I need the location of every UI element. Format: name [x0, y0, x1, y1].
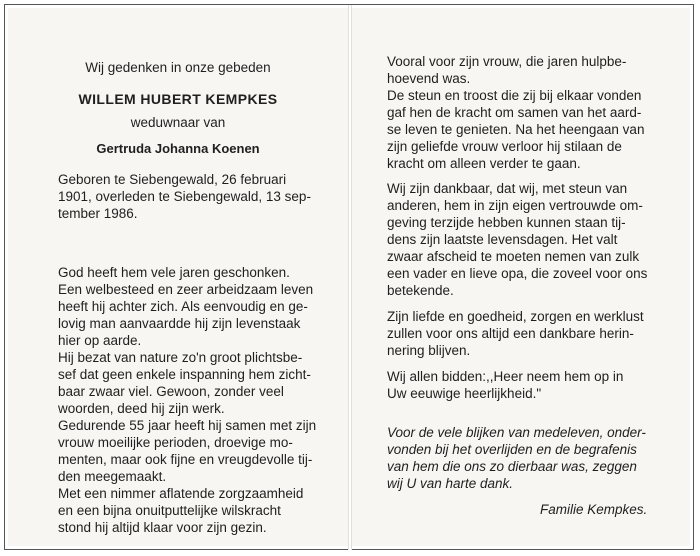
para-line: Zijn liefde en goedheid, zorgen en werklust	[387, 309, 644, 324]
thanks-line: van hem die ons zo dierbaar was, zeggen	[387, 459, 637, 474]
body-line: baar zwaar viel. Gewoon, zonder veel	[58, 384, 284, 399]
birth-line: 1901, overleden te Siebengewald, 13 sep-	[58, 189, 311, 204]
para-line: betekende.	[387, 283, 454, 298]
thanks-line: wij U van harte dank.	[387, 476, 514, 491]
body-line: vrouw moeilijke perioden, droevige mo-	[58, 435, 293, 450]
birth-line: tember 1986.	[58, 206, 138, 221]
para-line: De steun en troost die zij bij elkaar vonden	[387, 88, 642, 103]
body-line: Hij bezat van nature zo'n groot plichtsbe-	[58, 350, 303, 365]
para-line: hoevend was.	[387, 71, 471, 86]
para-line: zullen voor ons altijd een dankbare herin-	[387, 326, 634, 341]
body-line: sef dat geen enkele inspanning hem zicht-	[58, 367, 311, 382]
spouse-name: Gertruda Johanna Koenen	[96, 141, 260, 156]
thanks-line: vonden bij het overlijden en de begrafenis	[387, 442, 637, 457]
signature: Familie Kempkes.	[540, 502, 648, 517]
para-line: gaf hen de kracht om samen van het aard-	[387, 105, 642, 120]
thanks-line: Voor de vele blijken van medeleven, onder-	[387, 425, 646, 440]
body-line: en een bijna onuitputtelijke wilskracht	[58, 503, 281, 518]
body-line: Gedurende 55 jaar heeft hij samen met zijn	[58, 418, 317, 433]
birth-line: Geboren te Siebengewald, 26 februari	[58, 172, 287, 187]
widow-of-text: weduwnaar van	[130, 115, 226, 130]
body-line: den meegemaakt.	[58, 469, 167, 484]
para-line: een vader en lieve opa, die zoveel voor ons	[387, 266, 648, 281]
para-line: anderen, hem in zijn eigen vertrouwde om-	[387, 198, 643, 213]
para-line: Wij zijn dankbaar, dat wij, met steun van	[387, 181, 628, 196]
body-line: Met een nimmer aflatende zorgzaamheid	[58, 486, 304, 501]
deceased-name: WILLEM HUBERT KEMPKES	[78, 91, 278, 107]
para-line: nering blijven.	[387, 343, 471, 358]
para-line: Vooral voor zijn vrouw, die jaren hulpbe-	[387, 54, 627, 69]
body-line: hier op aarde.	[58, 333, 142, 348]
body-line: stond hij altijd klaar voor zijn gezin.	[58, 520, 267, 535]
prayer-line: Uw eeuwige heerlijkheid."	[387, 386, 542, 401]
para-line: kracht om alleen verder te gaan.	[387, 156, 581, 171]
para-line: dens zijn laatste levensdagen. Het valt	[387, 232, 618, 247]
header-text: Wij gedenken in onze gebeden	[85, 60, 271, 75]
body-line: heeft hij achter zich. Als eenvoudig en ge-	[58, 299, 308, 314]
prayer-line: Wij allen bidden:,,Heer neem hem op in	[387, 369, 624, 384]
para-line: zwaar afscheid te moeten nemen van zulk	[387, 249, 640, 264]
para-line: geving terzijde hebben kunnen staan tij-	[387, 215, 626, 230]
body-line: God heeft hem vele jaren geschonken.	[58, 265, 290, 280]
body-line: lovig man aanvaardde hij zijn levenstaak	[58, 316, 301, 331]
body-line: menten, maar ook fijne en vreugdevolle tij-	[58, 452, 313, 467]
card-fold	[348, 5, 352, 550]
para-line: se leven te genieten. Na het heengaan van	[387, 122, 645, 137]
body-line: woorden, deed hij zijn werk.	[58, 401, 225, 416]
body-line: Een welbesteed en zeer arbeidzaam leven	[58, 282, 314, 297]
para-line: zijn geliefde vrouw verloor hij stilaan de	[387, 139, 622, 154]
